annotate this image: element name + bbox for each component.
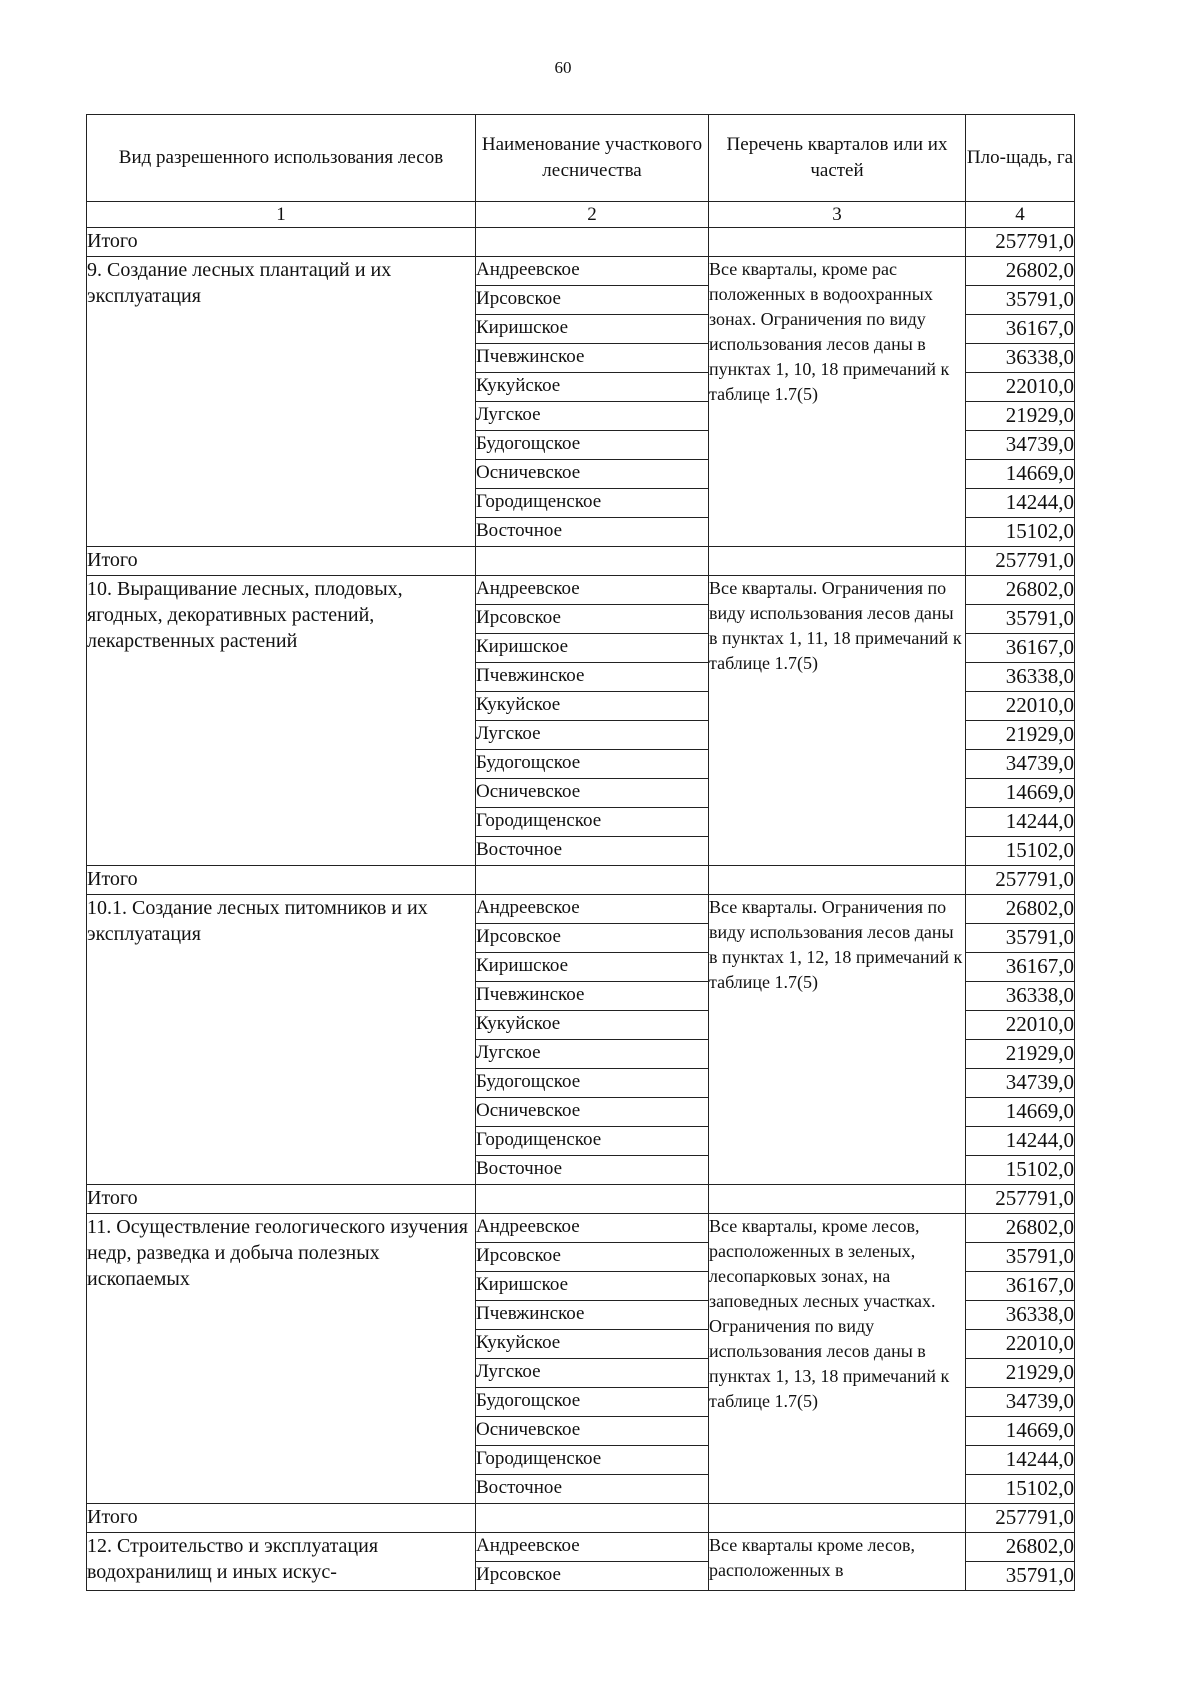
area-value: 36338,0 bbox=[966, 1301, 1075, 1330]
header-quarters: Перечень кварталов или их частей bbox=[709, 115, 966, 202]
area-value: 15102,0 bbox=[966, 518, 1075, 547]
forestry-name: Ирсовское bbox=[476, 924, 709, 953]
forestry-name: Киришское bbox=[476, 953, 709, 982]
total-row bbox=[87, 228, 1075, 257]
area-value: 22010,0 bbox=[966, 692, 1075, 721]
area-value: 34739,0 bbox=[966, 1388, 1075, 1417]
page-number: 60 bbox=[554, 58, 572, 77]
column-number: 2 bbox=[476, 202, 709, 228]
area-value: 35791,0 bbox=[966, 924, 1075, 953]
forestry-name: Кукуйское bbox=[476, 692, 709, 721]
area-value: 15102,0 bbox=[966, 837, 1075, 866]
forestry-name: Пчевжинское bbox=[476, 663, 709, 692]
area-value: 14244,0 bbox=[966, 489, 1075, 518]
area-value: 35791,0 bbox=[966, 605, 1075, 634]
forestry-name: Ирсовское bbox=[476, 1562, 709, 1591]
forestry-name: Будогощское bbox=[476, 750, 709, 779]
forestry-name: Пчевжинское bbox=[476, 344, 709, 373]
area-value: 22010,0 bbox=[966, 1011, 1075, 1040]
forestry-name: Кукуйское bbox=[476, 1330, 709, 1359]
area-value: 14669,0 bbox=[966, 1098, 1075, 1127]
table-row bbox=[87, 257, 1075, 286]
forestry-name: Осничевское bbox=[476, 779, 709, 808]
area-value: 35791,0 bbox=[966, 1562, 1075, 1591]
area-value: 26802,0 bbox=[966, 1214, 1075, 1243]
area-value: 36338,0 bbox=[966, 663, 1075, 692]
area-value: 14669,0 bbox=[966, 779, 1075, 808]
area-value: 36167,0 bbox=[966, 953, 1075, 982]
area-value: 36167,0 bbox=[966, 1272, 1075, 1301]
forestry-name: Андреевское bbox=[476, 895, 709, 924]
total-area: 257791,0 bbox=[966, 547, 1075, 576]
forestry-name: Городищенское bbox=[476, 1127, 709, 1156]
area-value: 21929,0 bbox=[966, 1359, 1075, 1388]
area-value: 14244,0 bbox=[966, 808, 1075, 837]
forestry-name: Лугское bbox=[476, 1359, 709, 1388]
forestry-name: Городищенское bbox=[476, 489, 709, 518]
use-kind: 12. Строительство и эксплуатация водохранилищ и иных искус- bbox=[87, 1533, 476, 1591]
quarters-list: Все кварталы кроме лесов, расположенных в bbox=[709, 1533, 966, 1591]
forestry-name: Ирсовское bbox=[476, 286, 709, 315]
area-value: 36338,0 bbox=[966, 982, 1075, 1011]
area-value: 15102,0 bbox=[966, 1156, 1075, 1185]
area-value: 26802,0 bbox=[966, 1533, 1075, 1562]
forestry-name: Осничевское bbox=[476, 1417, 709, 1446]
area-value: 22010,0 bbox=[966, 1330, 1075, 1359]
forestry-name: Будогощское bbox=[476, 431, 709, 460]
empty-cell bbox=[709, 1185, 966, 1214]
use-kind: 10.1. Создание лесных питомников и их эксплуатация bbox=[87, 895, 476, 1185]
area-value: 14244,0 bbox=[966, 1446, 1075, 1475]
empty-cell bbox=[476, 866, 709, 895]
empty-cell bbox=[476, 547, 709, 576]
area-value: 36167,0 bbox=[966, 634, 1075, 663]
table-row bbox=[87, 1533, 1075, 1562]
use-kind: 9. Создание лесных плантаций и их эксплуатация bbox=[87, 257, 476, 547]
quarters-list: Все кварталы, кроме рас положенных в водоохранных зонах. Ограничения по виду использования лесов даны в пунктах 1, 10, 18 примечаний к таблице 1.7(5) bbox=[709, 257, 966, 547]
area-value: 21929,0 bbox=[966, 402, 1075, 431]
forestry-name: Андреевское bbox=[476, 576, 709, 605]
empty-cell bbox=[709, 1504, 966, 1533]
forestry-name: Восточное bbox=[476, 1156, 709, 1185]
forestry-name: Восточное bbox=[476, 518, 709, 547]
total-row bbox=[87, 1185, 1075, 1214]
use-kind: 10. Выращивание лесных, плодовых, ягодных, декоративных растений, лекарственных растений bbox=[87, 576, 476, 866]
total-area: 257791,0 bbox=[966, 866, 1075, 895]
forestry-name: Городищенское bbox=[476, 1446, 709, 1475]
area-value: 36338,0 bbox=[966, 344, 1075, 373]
forestry-name: Лугское bbox=[476, 402, 709, 431]
area-value: 26802,0 bbox=[966, 895, 1075, 924]
area-value: 21929,0 bbox=[966, 1040, 1075, 1069]
column-number-row bbox=[87, 202, 1075, 228]
area-value: 36167,0 bbox=[966, 315, 1075, 344]
forestry-name: Андреевское bbox=[476, 1214, 709, 1243]
area-value: 14669,0 bbox=[966, 460, 1075, 489]
forestry-name: Будогощское bbox=[476, 1388, 709, 1417]
quarters-list: Все кварталы. Ограничения по виду использования лесов даны в пунктах 1, 11, 18 примечаний к таблице 1.7(5) bbox=[709, 576, 966, 866]
forestry-name: Пчевжинское bbox=[476, 982, 709, 1011]
forestry-name: Лугское bbox=[476, 1040, 709, 1069]
area-value: 22010,0 bbox=[966, 373, 1075, 402]
forestry-name: Ирсовское bbox=[476, 1243, 709, 1272]
area-value: 26802,0 bbox=[966, 576, 1075, 605]
header-kind: Вид разрешенного использования лесов bbox=[87, 115, 476, 202]
table-row bbox=[87, 895, 1075, 924]
total-label: Итого bbox=[87, 1504, 476, 1533]
column-number: 3 bbox=[709, 202, 966, 228]
total-area: 257791,0 bbox=[966, 1185, 1075, 1214]
table-body bbox=[87, 228, 1075, 1591]
empty-cell bbox=[476, 1504, 709, 1533]
forestry-name: Осничевское bbox=[476, 1098, 709, 1127]
forestry-name: Киришское bbox=[476, 1272, 709, 1301]
forestry-name: Киришское bbox=[476, 315, 709, 344]
forestry-name: Городищенское bbox=[476, 808, 709, 837]
area-value: 14669,0 bbox=[966, 1417, 1075, 1446]
area-value: 26802,0 bbox=[966, 257, 1075, 286]
empty-cell bbox=[709, 228, 966, 257]
forestry-name: Киришское bbox=[476, 634, 709, 663]
forestry-name: Восточное bbox=[476, 1475, 709, 1504]
total-label: Итого bbox=[87, 228, 476, 257]
use-kind: 11. Осуществление геологического изучения недр, разведка и добыча полезных ископаемых bbox=[87, 1214, 476, 1504]
forestry-name: Андреевское bbox=[476, 257, 709, 286]
header-row bbox=[87, 115, 1075, 202]
table-row bbox=[87, 1214, 1075, 1243]
column-number: 4 bbox=[966, 202, 1075, 228]
total-row bbox=[87, 547, 1075, 576]
land-use-table bbox=[86, 114, 1075, 1591]
area-value: 14244,0 bbox=[966, 1127, 1075, 1156]
quarters-list: Все кварталы, кроме лесов, расположенных в зеленых, лесопарковых зонах, на заповедных лесных участках. Ограничения по виду использования лесов даны в пунктах 1, 13, 18 примечаний к таблице 1.7(5) bbox=[709, 1214, 966, 1504]
area-value: 15102,0 bbox=[966, 1475, 1075, 1504]
empty-cell bbox=[709, 866, 966, 895]
total-row bbox=[87, 866, 1075, 895]
table-row bbox=[87, 576, 1075, 605]
empty-cell bbox=[709, 547, 966, 576]
header-forestry: Наименование участкового лесничества bbox=[476, 115, 709, 202]
header-area: Пло-щадь, га bbox=[966, 115, 1075, 202]
quarters-list: Все кварталы. Ограничения по виду использования лесов даны в пунктах 1, 12, 18 примечаний к таблице 1.7(5) bbox=[709, 895, 966, 1185]
area-value: 34739,0 bbox=[966, 431, 1075, 460]
forestry-name: Кукуйское bbox=[476, 373, 709, 402]
area-value: 21929,0 bbox=[966, 721, 1075, 750]
forestry-name: Осничевское bbox=[476, 460, 709, 489]
area-value: 34739,0 bbox=[966, 1069, 1075, 1098]
forestry-name: Пчевжинское bbox=[476, 1301, 709, 1330]
column-number: 1 bbox=[87, 202, 476, 228]
total-label: Итого bbox=[87, 1185, 476, 1214]
total-area: 257791,0 bbox=[966, 1504, 1075, 1533]
total-area: 257791,0 bbox=[966, 228, 1075, 257]
empty-cell bbox=[476, 1185, 709, 1214]
total-row bbox=[87, 1504, 1075, 1533]
forestry-name: Кукуйское bbox=[476, 1011, 709, 1040]
total-label: Итого bbox=[87, 547, 476, 576]
area-value: 35791,0 bbox=[966, 1243, 1075, 1272]
area-value: 35791,0 bbox=[966, 286, 1075, 315]
forestry-name: Будогощское bbox=[476, 1069, 709, 1098]
total-label: Итого bbox=[87, 866, 476, 895]
area-value: 34739,0 bbox=[966, 750, 1075, 779]
forestry-name: Восточное bbox=[476, 837, 709, 866]
empty-cell bbox=[476, 228, 709, 257]
forestry-name: Лугское bbox=[476, 721, 709, 750]
forestry-name: Андреевское bbox=[476, 1533, 709, 1562]
forestry-name: Ирсовское bbox=[476, 605, 709, 634]
